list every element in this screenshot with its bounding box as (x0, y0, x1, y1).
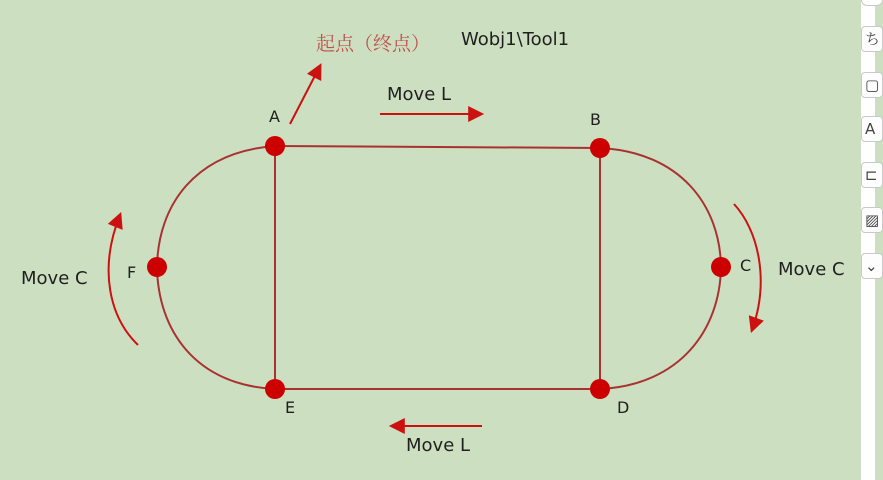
chevron-down-icon[interactable]: ⌄ (861, 253, 883, 279)
arc-b-c-d (600, 148, 721, 389)
crop-icon[interactable]: ち (861, 26, 883, 52)
move-l-top-label: Move L (387, 84, 452, 105)
label-a: A (269, 107, 280, 126)
label-c: C (740, 256, 752, 275)
frame-capture-icon[interactable]: ⊏ (861, 162, 883, 188)
frame-label: Wobj1\Tool1 (461, 29, 570, 50)
rectangle-path (157, 146, 721, 389)
move-c-left-label: Move C (21, 268, 88, 289)
side-toolbar (861, 0, 881, 480)
move-l-bottom-label: Move L (406, 435, 471, 456)
point-f (147, 257, 167, 277)
point-c (711, 257, 731, 277)
screen-select-icon[interactable]: ▢ (861, 72, 883, 98)
point-b (590, 138, 610, 158)
label-f: F (127, 263, 137, 282)
image-icon[interactable]: ▨ (861, 207, 883, 233)
start-arrow (290, 66, 320, 124)
points (147, 136, 731, 399)
arc-a-f-e (157, 146, 275, 389)
label-d: D (617, 398, 630, 417)
text-icon[interactable]: A (861, 116, 883, 142)
label-e: E (285, 398, 296, 417)
point-d (590, 379, 610, 399)
point-e (265, 379, 285, 399)
move-c-right-label: Move C (778, 259, 845, 280)
point-a (265, 136, 285, 156)
start-end-label: 起点（终点） (316, 33, 431, 55)
segment-a-b (275, 146, 600, 148)
toolbar-top-handle[interactable] (861, 0, 883, 6)
label-b: B (590, 110, 601, 129)
